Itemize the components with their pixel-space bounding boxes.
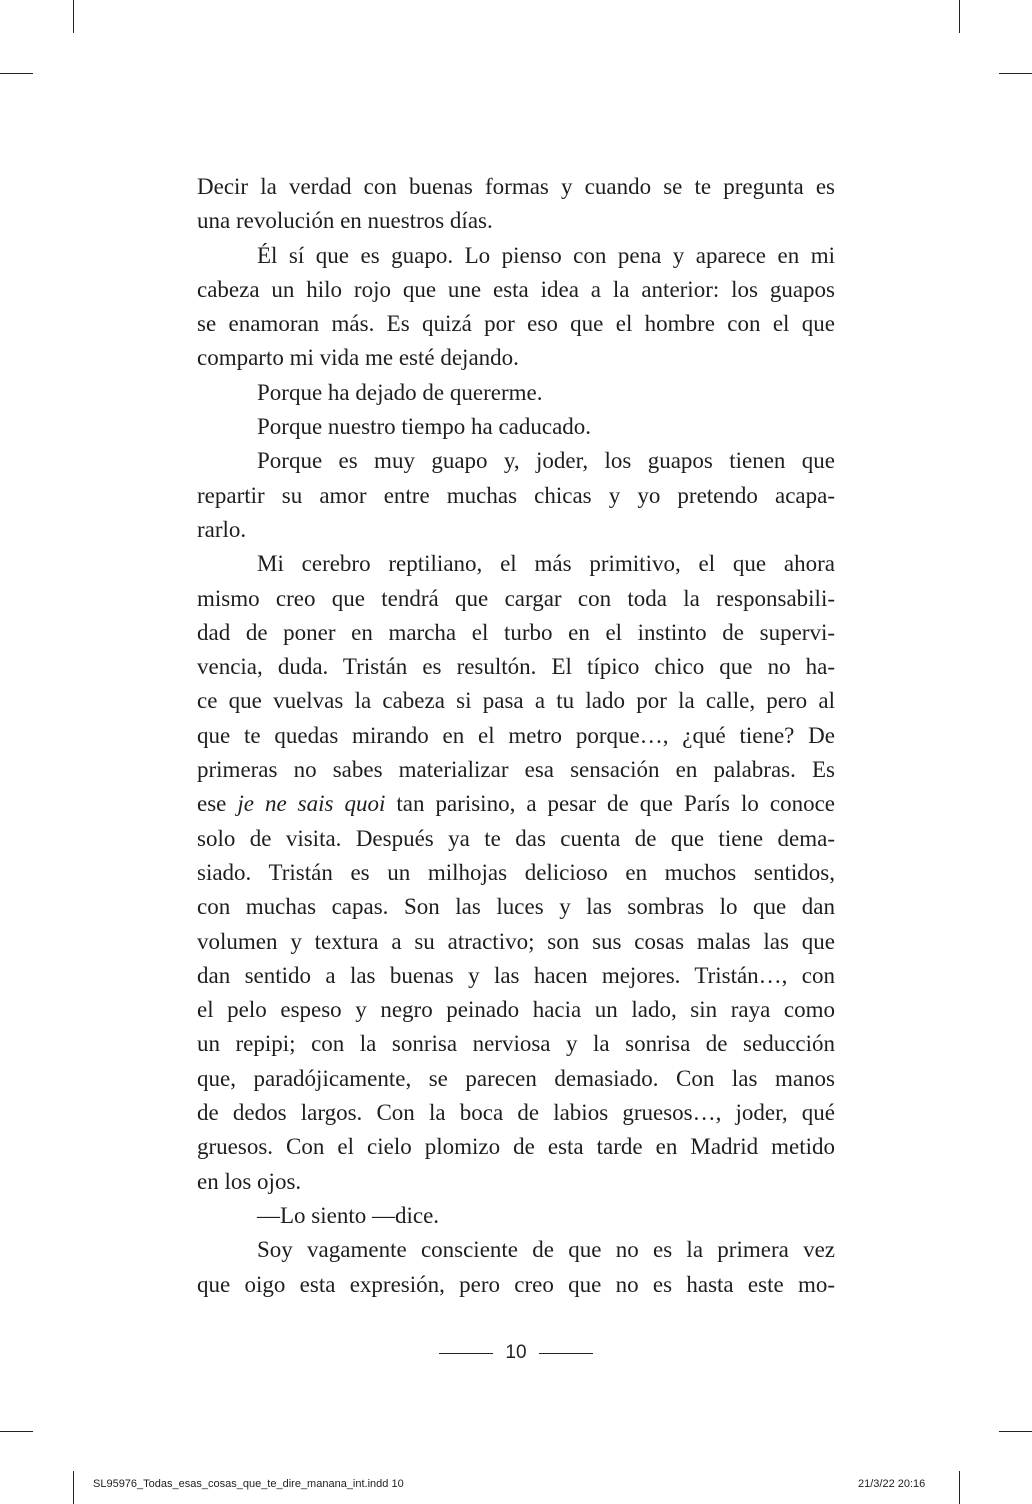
text-line: Porque ha dejado de quererme. [257,379,543,405]
text-line: Mi cerebro reptiliano, el más primitivo, el que ahora [257,551,835,577]
text-line: que te quedas mirando en el metro porque…, ¿qué tiene? De [197,722,835,748]
text-line: comparto mi vida me esté dejando. [197,345,519,371]
crop-mark-bottom-left [73,1471,74,1504]
text-line: solo de visita. Después ya te das cuenta de que tiene dema- [197,825,835,851]
text-line: de dedos largos. Con la boca de labios gruesos…, joder, qué [197,1100,835,1126]
text-line: primeras no sabes materializar esa sensación en palabras. Es [197,757,835,783]
crop-mark-right-bottom [999,1431,1032,1432]
text-line: en los ojos. [197,1168,302,1194]
crop-mark-top-right [959,0,960,33]
folio-rule-right [539,1353,593,1354]
folio-rule-left [439,1353,493,1354]
text-line: el pelo espeso y negro peinado hacia un lado, sin raya como [197,997,835,1023]
text-line: cabeza un hilo rojo que une esta idea a la anterior: los guapos [197,276,835,302]
text-line: vencia, duda. Tristán es resultón. El típico chico que no ha- [197,654,835,680]
text-line: rarlo. [197,516,247,542]
body-text [197,170,835,1302]
text-line: ese je ne sais quoi tan parisino, a pesar de que París lo conoce [197,791,835,817]
text-line: Él sí que es guapo. Lo pienso con pena y aparece en mi [257,242,835,268]
text-line: que, paradójicamente, se parecen demasiado. Con las manos [197,1065,835,1091]
crop-mark-right-top [999,73,1032,74]
text-line: que oigo esta expresión, pero creo que no es hasta este mo- [197,1271,835,1297]
crop-mark-top-left [73,0,74,33]
text-line: un repipi; con la sonrisa nerviosa y la sonrisa de seducción [197,1031,835,1057]
page-number: 10 [505,1342,527,1363]
text-line: Porque nuestro tiempo ha caducado. [257,414,592,440]
text-line: volumen y textura a su atractivo; son sus cosas malas las que [197,928,835,954]
crop-mark-bottom-right [959,1471,960,1504]
text-line: siado. Tristán es un milhojas delicioso en muchos sentidos, [197,859,835,885]
slug-datetime: 21/3/22 20:16 [858,1478,926,1490]
crop-mark-left-top [0,73,33,74]
text-line: con muchas capas. Son las luces y las sombras lo que dan [197,894,835,920]
text-line: —Lo siento —dice. [257,1202,440,1228]
text-line: Decir la verdad con buenas formas y cuando se te pregunta es [197,174,835,199]
text-line: mismo creo que tendrá que cargar con toda la responsabili- [197,585,835,611]
text-line: repartir su amor entre muchas chicas y yo pretendo acapa- [197,482,835,508]
text-line: Porque es muy guapo y, joder, los guapos tienen que [257,448,835,474]
text-line: gruesos. Con el cielo plomizo de esta tarde en Madrid metido [197,1134,835,1160]
text-line: se enamoran más. Es quizá por eso que el hombre con el que [197,311,835,337]
text-line: ce que vuelvas la cabeza si pasa a tu lado por la calle, pero al [197,688,835,714]
crop-mark-left-bottom [0,1431,33,1432]
text-line: dad de poner en marcha el turbo en el instinto de supervi- [197,619,835,645]
italic-phrase: je ne sais quoi [237,791,386,817]
slug-filename: SL95976_Todas_esas_cosas_que_te_dire_manana_int.indd 10 [93,1478,404,1490]
text-line: Soy vagamente consciente de que no es la primera vez [257,1237,835,1263]
page-folio [0,1338,1032,1368]
text-line: una revolución en nuestros días. [197,208,493,234]
text-line: dan sentido a las buenas y las hacen mejores. Tristán…, con [197,962,835,988]
